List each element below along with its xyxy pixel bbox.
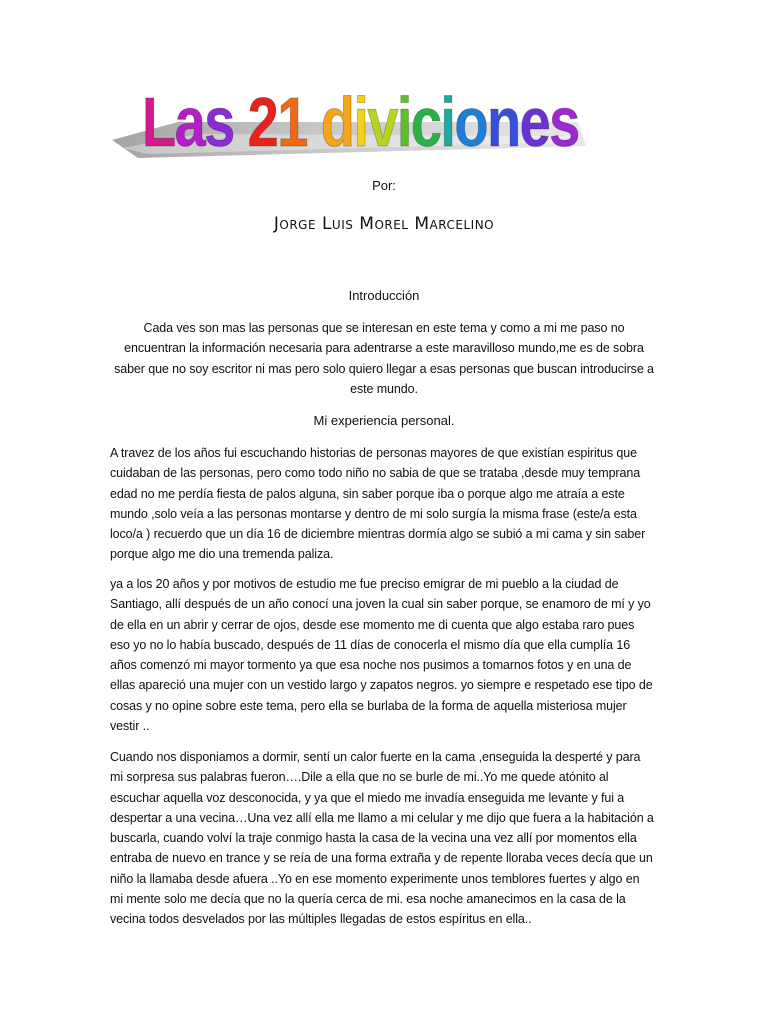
body-paragraph-1: A travez de los años fui escuchando historias de personas mayores de que existían espiritus que cuidaban de las personas, pero como todo niño no sabia de que se trataba ,desde muy temprana edad no me perdía fiesta de palos alguna, sin saber porque iba o porque algo me atraía a este mundo ,solo veía a las personas montarse y dentro de mi solo surgía la misma frase (este/a esta loco/a ) recuerdo que un día 16 de diciembre mientras dormía algo se subió a mi cama y sin saber porque algo me dio una tremenda paliza. — [110, 446, 646, 562]
experience-heading: Mi experiencia personal. — [313, 413, 455, 428]
body-paragraph-3: Cuando nos disponiamos a dormir, sentí un calor fuerte en la cama ,enseguida la desperté y para mi sorpresa sus palabras fueron….Dile a ella que no se burle de mi..Yo me quede atónito al escuchar aquella voz desconocida, y ya que el miedo me invadía enseguida me levante y fui a despertar a una vecina…Una vez allí ella me llamo a mi celular y me dijo que fuera a la habitación a buscarla, cuando volví la traje conmigo hasta la casa de la vecina una vez allí por momentos ella entraba de nuevo en trance y se reía de una forma extraña y de repente lloraba veces decía que un niño la llamaba desde afuera ..Yo en ese momento experimente unos temblores fuertes y algo en mi mente solo me decía que no la quería cerca de mi. esa noche amanecimos en la casa de la vecina todos desvelados por las múltiples llegadas de estos espíritus en ella.. — [110, 750, 654, 927]
title-letter: e — [519, 83, 550, 161]
title-letter: i — [396, 83, 411, 161]
title-letter: s — [204, 83, 234, 161]
title-letter: v — [367, 83, 397, 161]
title-wordart — [142, 84, 579, 160]
intro-heading: Introducción — [348, 288, 420, 303]
title-letter — [234, 83, 248, 161]
author-name: Jorge Luis Morel Marcelino — [273, 214, 495, 234]
title-letter: d — [320, 83, 354, 161]
title-letter: n — [486, 83, 520, 161]
title-letter: 2 — [247, 83, 278, 161]
title-letter: o — [454, 83, 487, 161]
byline: Por: — [372, 178, 396, 193]
title-letter: i — [353, 83, 368, 161]
title-letter: 1 — [277, 83, 307, 161]
title-letter — [307, 83, 321, 161]
title-letter: a — [174, 83, 205, 161]
title-letter: s — [549, 83, 579, 161]
title-letter: c — [410, 83, 441, 161]
document-title — [108, 82, 608, 172]
body-paragraph-2: ya a los 20 años y por motivos de estudio me fue preciso emigrar de mi pueblo a la ciudad de Santiago, allí después de un año conocí una joven la cual sin saber porque, se enamoro de mí y yo de ella en un abrir y cerrar de ojos, desde ese momento me di cuenta que algo estaba raro pues eso yo no lo había buscado, después de 11 días de conocerla el mismo día que ella cumplía 16 años comenzó mi mayor tormento ya que esa noche nos pusimos a tomarnos fotos y en una de ellas apareció una mujer con un vestido largo y zapatos negros. yo siempre e respetado ese tipo de cosas y no opine sobre este tema, pero ella se burlaba de la forma de aquella misteriosa mujer vestir .. — [110, 577, 653, 734]
title-letter: L — [142, 83, 175, 161]
intro-paragraph: Cada ves son mas las personas que se interesan en este tema y como a mi me paso no encuentran la información necesaria para adentrarse a este maravilloso mundo,me es de sobra saber que no soy escritor ni mas pero solo quiero llegar a esas personas que buscan introducirse a este mundo. — [114, 321, 654, 396]
title-letter: i — [440, 83, 455, 161]
